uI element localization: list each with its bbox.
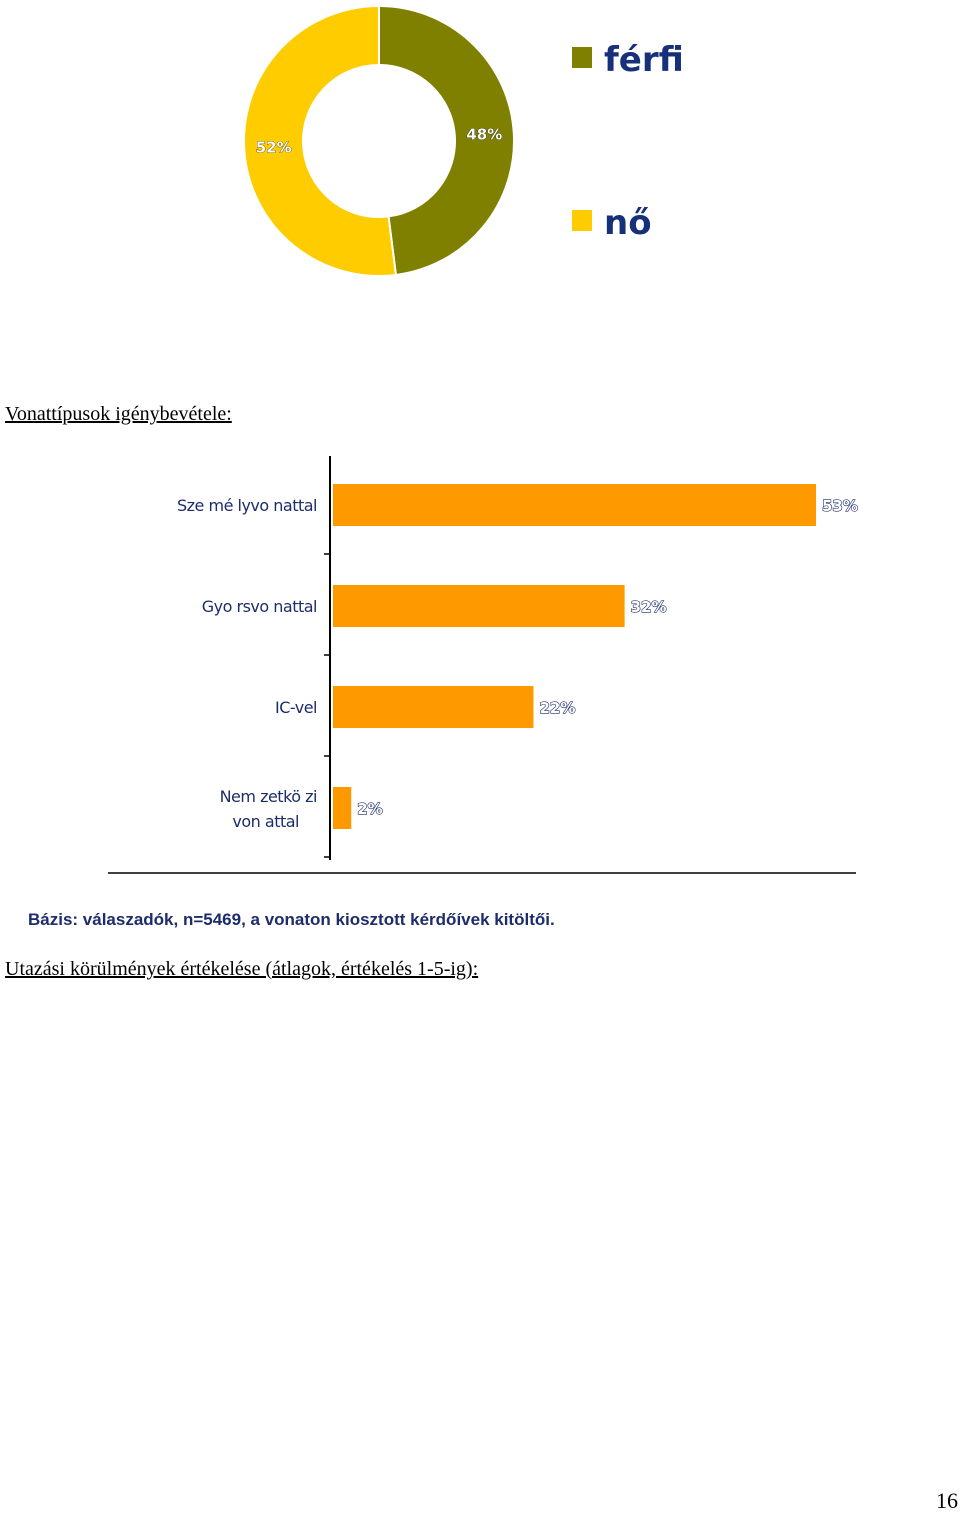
- gender-donut-chart: [0, 0, 960, 290]
- category-label: Sze mé lyvo nattal: [177, 496, 317, 515]
- legend-swatch: [572, 47, 592, 68]
- bar-value-label: 22%: [539, 699, 576, 717]
- category-labels: [177, 496, 317, 831]
- category-label: Nem zetkö zi von attal: [219, 787, 317, 831]
- page-number: 16: [936, 1488, 958, 1513]
- legend-label: férfi: [604, 40, 684, 80]
- category-label: Gyo rsvo nattal: [201, 597, 317, 616]
- bar: [333, 484, 816, 526]
- bar-value-label: 32%: [630, 598, 667, 616]
- legend-label: nő: [604, 203, 652, 243]
- legend-swatch: [572, 210, 592, 231]
- bar: [333, 686, 533, 728]
- donut-legend: [572, 40, 684, 243]
- travel-conditions-heading: Utazási körülmények értékelése (átlagok, értékelés 1-5-ig):: [5, 958, 479, 980]
- bar-value-label: 53%: [822, 497, 858, 515]
- bar: [333, 585, 625, 627]
- donut-value-label: 52%: [255, 138, 292, 157]
- category-label: IC-vel: [275, 698, 317, 717]
- bar: [333, 787, 351, 829]
- bar-value-label: 2%: [357, 800, 383, 818]
- value-labels: [357, 497, 858, 818]
- train-types-bar-chart: [0, 450, 960, 880]
- base-note: Bázis: válaszadók, n=5469, a vonaton kiosztott kérdőívek kitöltői.: [28, 910, 555, 929]
- train-types-heading: Vonattípusok igénybevétele:: [5, 403, 232, 425]
- bars: [333, 484, 816, 829]
- donut-value-label: 48%: [466, 125, 503, 144]
